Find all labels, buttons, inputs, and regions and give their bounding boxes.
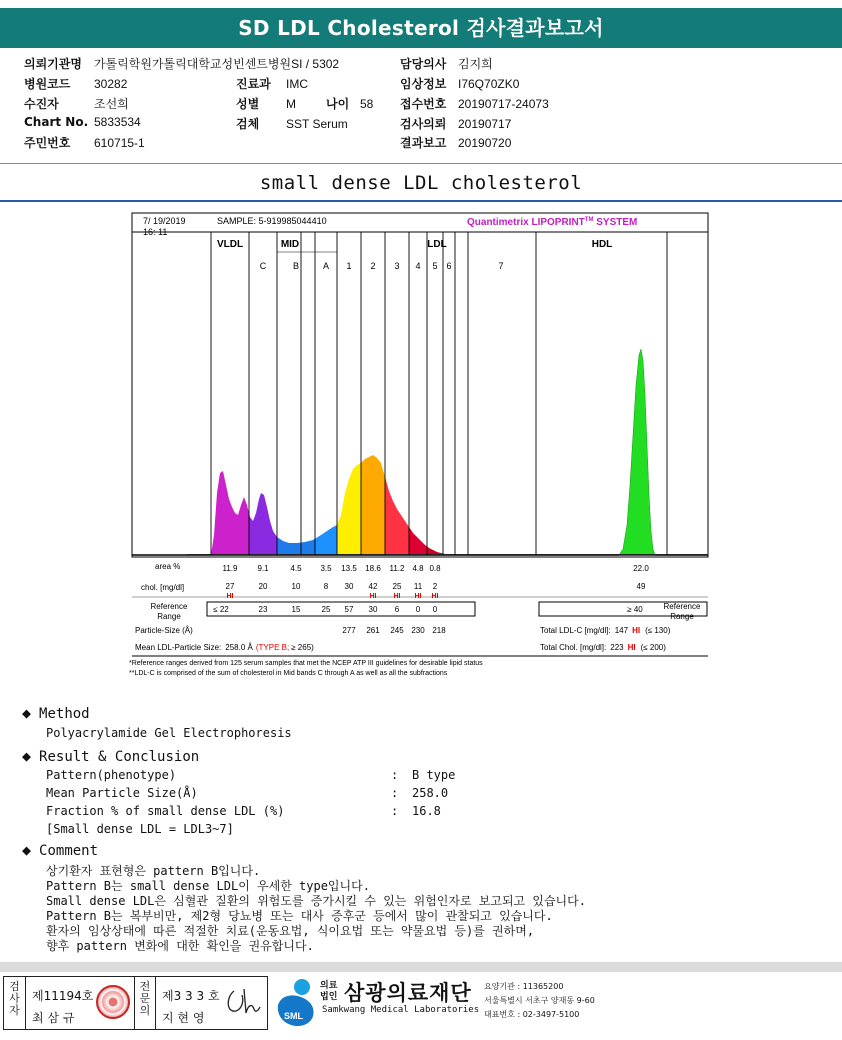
fraction-dividers	[211, 232, 667, 555]
chol-value: 8	[323, 582, 329, 591]
area-value: 3.5	[320, 564, 332, 573]
area-value: 18.6	[365, 564, 381, 573]
ref-value: 0	[432, 605, 438, 614]
total-ldl-line	[540, 626, 671, 635]
patient-label: 수진자	[24, 97, 59, 111]
chol-flag-hi: HI	[226, 593, 234, 600]
ref-value: 23	[258, 605, 268, 614]
chol-flag-hi: HI	[393, 593, 401, 600]
resident-label: 주민번호	[24, 136, 71, 150]
chol-flag-hi: HI	[369, 593, 377, 600]
ref-value: 0	[415, 605, 421, 614]
result-row	[46, 768, 806, 782]
total-chol-ref: (≤ 200)	[640, 643, 666, 652]
result-value: 16.8	[412, 804, 441, 818]
particle-value: 218	[432, 626, 446, 635]
doctor-value: 김지희	[458, 57, 493, 71]
inst-value: 가톨릭학원가톨릭대학교성빈센트병원SI / 5302	[94, 57, 340, 71]
diamond-icon: ◆	[22, 841, 32, 859]
comment-line: 향후 pattern 변화에 대한 확인을 권유합니다.	[46, 939, 314, 953]
org-name: 삼광의료재단	[344, 981, 472, 1005]
total-chol-value: 223	[610, 643, 624, 652]
ref-value: 30	[368, 605, 378, 614]
result-colon: :	[391, 804, 399, 818]
org-phone: 대표번호 : 02-3497-5100	[484, 1010, 580, 1019]
ref-value: ≥ 40	[627, 605, 643, 614]
group-label: LDL	[427, 239, 447, 250]
group-label: MID	[280, 239, 300, 250]
sex-value: M	[286, 97, 296, 111]
footer-band	[0, 962, 842, 972]
band-area-mid-c	[249, 493, 277, 555]
band-label: 1	[346, 261, 352, 271]
lipoprint-chart	[127, 210, 711, 682]
band-label: 4	[415, 261, 421, 271]
chart-date: 7/ 19/2019	[143, 216, 186, 226]
examiner-name: 최 삼 규	[32, 1011, 75, 1025]
area-value: 4.8	[412, 564, 424, 573]
org-en: Samkwang Medical Laboratories	[322, 1005, 480, 1015]
chol-value: 11	[413, 582, 423, 591]
system-suffix: SYSTEM	[593, 217, 638, 228]
system-name: Quantimetrix LIPOPRINT	[467, 217, 585, 228]
sex-label: 성별	[236, 97, 260, 111]
specialist-no: 제3 3 3 호	[162, 989, 220, 1003]
band-area-ldl-3	[385, 477, 409, 555]
comment-line: Pattern B는 복부비만, 제2형 당뇨병 또는 대사 증후군 등에서 많이 관찰되고 있습니다.	[46, 909, 553, 923]
band-area-ldl-1	[337, 463, 361, 555]
chol-value: 42	[368, 582, 378, 591]
report-label: 결과보고	[400, 136, 447, 150]
chol-value: 27	[225, 582, 235, 591]
specimen-label: 검체	[236, 117, 260, 131]
system-tm: TM	[584, 217, 594, 223]
comment-line: Pattern B는 small dense LDL이 우세한 type입니다.	[46, 879, 370, 893]
total-ldl-value: 147	[614, 626, 629, 635]
chol-value: 20	[258, 582, 268, 591]
chart-footnote-2: **LDL-C is comprised of the sum of cholesterol in Mid bands C through A as well as all the subfractions	[129, 670, 448, 677]
specimen-value: SST Serum	[286, 117, 348, 131]
total-ldl-ref: (≤ 130)	[645, 626, 671, 635]
ref-label-r1: Reference	[663, 602, 701, 611]
signature-icon	[222, 983, 262, 1021]
report-title: SD LDL Cholesterol 검사결과보고서	[0, 8, 842, 48]
chol-value: 49	[636, 582, 646, 591]
divider-blue	[0, 200, 842, 202]
specialist-label: 전 문 의	[134, 977, 156, 1029]
comment-line: Small dense LDL은 심혈관 질환의 위험도를 증가시킬 수 있는 위험인자로 보고되고 있습니다.	[46, 894, 586, 908]
diamond-icon: ◆	[22, 747, 32, 765]
ref-value: 6	[394, 605, 400, 614]
report-value: 20190720	[458, 136, 512, 150]
particle-value: 230	[411, 626, 425, 635]
total-chol-label: Total Chol. [mg/dl]:	[540, 643, 607, 652]
chol-label: chol. [mg/dl]	[141, 583, 185, 592]
area-value: 11.2	[389, 564, 405, 573]
chart-no-label: Chart No.	[24, 115, 89, 129]
section-title: small dense LDL cholesterol	[259, 172, 583, 194]
divider	[0, 163, 842, 164]
ref-label-1: Reference	[150, 602, 188, 611]
band-label: A	[322, 261, 330, 271]
hosp-code-value: 30282	[94, 77, 128, 91]
specialist-name: 지 현 영	[162, 1011, 205, 1025]
result-label: Fraction % of small dense LDL (%)	[46, 804, 285, 818]
footer	[0, 973, 842, 1035]
result-row	[46, 804, 806, 818]
chart-time: 16: 11	[143, 227, 168, 237]
result-colon: :	[391, 786, 399, 800]
ref-label-2: Range	[157, 612, 181, 621]
area-label: area %	[155, 562, 181, 571]
org-code: 요양기관 : 11365200	[484, 982, 564, 991]
chol-value: 25	[392, 582, 402, 591]
patient-value: 조선희	[94, 97, 129, 111]
method-heading: ◆ Method	[22, 704, 90, 722]
particle-value: 277	[342, 626, 356, 635]
area-value: 0.8	[429, 564, 441, 573]
clinical-label: 임상정보	[400, 77, 447, 91]
sml-logo-icon	[272, 975, 322, 1029]
comment-heading: ◆ Comment	[22, 841, 99, 859]
dept-value: IMC	[286, 77, 308, 91]
diamond-icon: ◆	[22, 704, 32, 722]
band-area-ldl-5	[427, 547, 443, 556]
ref-value: ≤ 22	[213, 605, 229, 614]
total-ldl-label: Total LDL-C [mg/dl]:	[540, 626, 611, 635]
org-small: 의료 법인	[320, 981, 338, 1002]
comment-line: 환자의 임상상태에 따른 적절한 치료(운동요법, 식이요법 또는 약물요법 등)를 권하며,	[46, 924, 535, 938]
chol-value: 30	[344, 582, 354, 591]
chart-labels	[213, 239, 649, 635]
particle-label: Particle-Size (Å)	[135, 626, 193, 635]
result-note: [Small dense LDL = LDL3~7]	[46, 822, 234, 836]
particle-value: 261	[366, 626, 380, 635]
result-label: Pattern(phenotype)	[46, 768, 177, 782]
chart-sample: SAMPLE: 5-919985044410	[217, 216, 327, 226]
chol-value: 10	[291, 582, 301, 591]
total-chol-line	[540, 643, 666, 652]
ref-value: 57	[344, 605, 354, 614]
band-label: B	[292, 261, 300, 271]
clinical-value: I76Q70ZK0	[458, 77, 520, 91]
band-area-mid-b	[277, 537, 315, 555]
org-address: 서울특별시 서초구 양재동 9-60	[484, 996, 595, 1005]
chart-footnote-1: *Reference ranges derived from 125 serum samples that met the NCEP ATP III guidelines for desirable lipid status	[129, 660, 483, 667]
signature-box	[3, 976, 268, 1030]
ref-label-r2: Range	[670, 612, 694, 621]
band-label: 3	[394, 261, 400, 271]
band-label: 2	[370, 261, 376, 271]
result-row	[46, 786, 806, 800]
total-ldl-flag: HI	[632, 626, 641, 635]
chol-value: 2	[432, 582, 438, 591]
band-label: 6	[446, 261, 452, 271]
inst-label: 의뢰기관명	[24, 57, 82, 71]
age-label: 나이	[326, 97, 350, 111]
band-area-ldl-2	[361, 455, 385, 555]
area-value: 9.1	[257, 564, 269, 573]
group-label: HDL	[591, 239, 613, 250]
band-area-mid-a	[315, 525, 337, 555]
total-chol-flag: HI	[627, 643, 636, 652]
area-value: 13.5	[341, 564, 357, 573]
fraction-areas	[187, 349, 707, 555]
examiner-label: 검 사 자	[4, 977, 26, 1029]
report-body	[22, 704, 822, 954]
chart-system	[467, 217, 637, 228]
band-label: C	[259, 261, 267, 271]
mean-label: Mean LDL-Particle Size:	[135, 643, 222, 652]
ref-value: 15	[291, 605, 301, 614]
mean-ref: ≥ 265)	[291, 643, 314, 652]
result-heading: ◆ Result & Conclusion	[22, 747, 200, 765]
seal-icon	[96, 985, 130, 1019]
mean-line	[135, 643, 314, 652]
group-label: VLDL	[216, 239, 244, 250]
doctor-label: 담당의사	[400, 57, 447, 71]
area-value: 22.0	[633, 564, 649, 573]
chol-flag-hi: HI	[414, 593, 422, 600]
mean-value: 258.0 Å	[225, 643, 253, 652]
chol-flag-hi: HI	[431, 593, 439, 600]
result-value: B type	[412, 768, 456, 782]
request-value: 20190717	[458, 117, 512, 131]
receipt-value: 20190717-24073	[458, 97, 549, 111]
mean-type: (TYPE B;	[255, 643, 290, 652]
examiner-no: 제11194호	[32, 989, 94, 1003]
dept-label: 진료과	[236, 77, 271, 91]
method-text: Polyacrylamide Gel Electrophoresis	[46, 726, 292, 740]
request-label: 검사의뢰	[400, 117, 447, 131]
band-label: 5	[432, 261, 438, 271]
receipt-label: 접수번호	[400, 97, 447, 111]
band-label: 7	[498, 261, 504, 271]
band-area-hdl	[619, 349, 655, 555]
result-colon: :	[391, 768, 399, 782]
ref-value: 25	[321, 605, 331, 614]
result-label: Mean Particle Size(Å)	[46, 786, 198, 800]
hosp-code-label: 병원코드	[24, 77, 71, 91]
particle-value: 245	[390, 626, 404, 635]
logo-text: SML	[284, 1011, 303, 1021]
chart-no-value: 5833534	[94, 115, 141, 129]
result-value: 258.0	[412, 786, 449, 800]
comment-line: 상기환자 표현형은 pattern B입니다.	[46, 864, 261, 878]
resident-value: 610715-1	[94, 136, 145, 150]
age-value: 58	[360, 97, 374, 111]
area-value: 4.5	[290, 564, 302, 573]
band-area-ldl-4	[409, 527, 427, 555]
band-area-vldl	[211, 471, 249, 555]
area-value: 11.9	[222, 564, 238, 573]
